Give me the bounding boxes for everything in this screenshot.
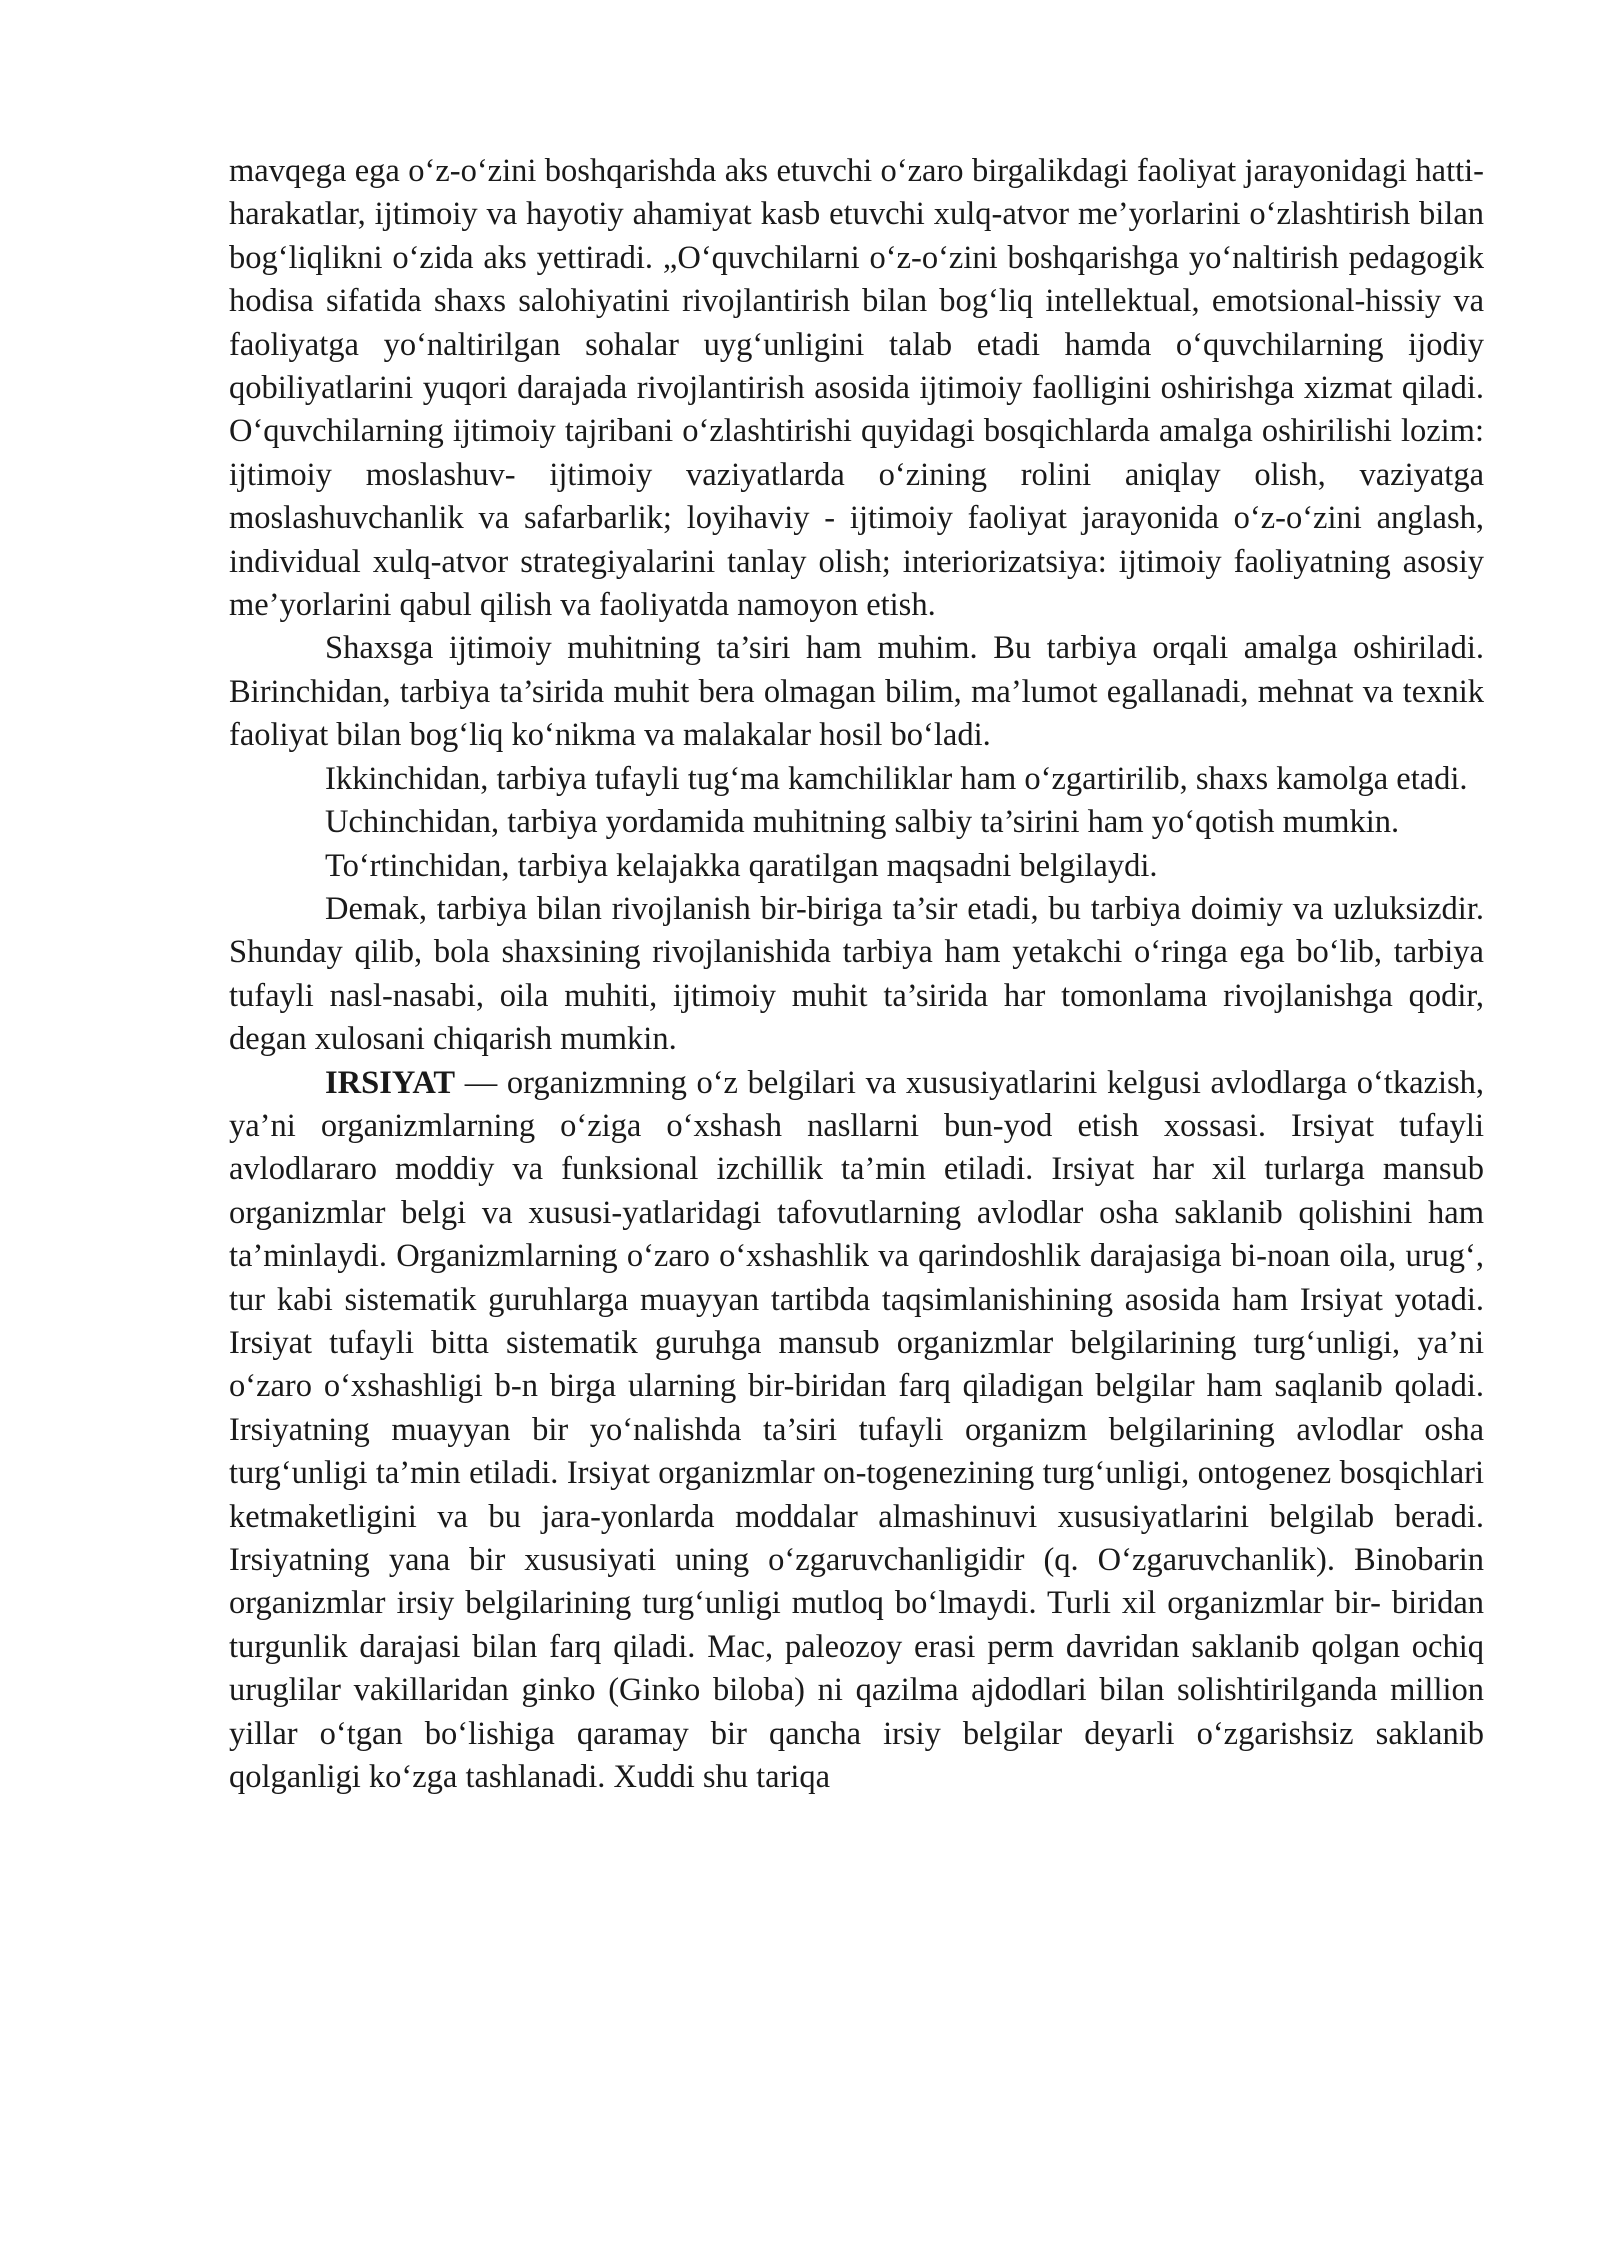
paragraph-continuation: mavqega ega o‘z-o‘zini boshqarishda aks etuvchi o‘zaro birgalikdagi faoliyat jarayonidagi hatti-harakatlar, ijtimoiy va hayotiy ahamiyat kasb etuvchi xulq-atvor me’yorlarini o‘zlashtirish bilan bog‘liqlikni o‘zida aks yettiradi. „O‘quvchilarni o‘z-o‘zini boshqarishga yo‘naltirish pedagogik hodisa sifatida shaxs salohiyatini rivojlantirish bilan bog‘liq intellektual, emotsional-hissiy va faoliyatga yo‘naltirilgan sohalar uyg‘unligini talab etadi hamda o‘quvchilarning ijodiy qobiliyatlarini yuqori darajada rivojlantirish asosida ijtimoiy faolligini oshirishga xizmat qiladi. O‘quvchilarning ijtimoiy tajribani o‘zlashtirishi quyidagi bosqichlarda amalga oshirilishi lozim: ijtimoiy moslashuv- ijtimoiy vaziyatlarda o‘zining rolini aniqlay olish, vaziyatga moslashuvchanlik va safarbarlik; loyihaviy - ijtimoiy faoliyat jarayonida o‘z-o‘zini anglash, individual xulq-atvor strategiyalarini tanlay olish; interiorizatsiya: ijtimoiy faoliyatning asosiy me’yorlarini qabul qilish va faoliyatda namoyon etish. (229, 153, 1484, 624)
document-page (229, 150, 1484, 1799)
paragraph-fourth-point: To‘rtinchidan, tarbiya kelajakka qaratilgan maqsadni belgilaydi. (325, 847, 1158, 884)
paragraph-social-environment: Shaxsga ijtimoiy muhitning ta’siri ham muhim. Bu tarbiya orqali amalga oshiriladi. Birinchidan, tarbiya ta’sirida muhit bera olmagan bilim, ma’lumot egallanadi, mehnat va texnik faoliyat bilan bog‘liq ko‘nikma va malakalar hosil bo‘ladi. (229, 630, 1484, 754)
paragraph-heredity-definition (229, 1062, 1484, 1800)
paragraph-second-point: Ikkinchidan, tarbiya tufayli tug‘ma kamchiliklar ham o‘zgartirilib, shaxs kamolga etadi. (325, 760, 1468, 797)
paragraph-conclusion: Demak, tarbiya bilan rivojlanish bir-biriga ta’sir etadi, bu tarbiya doimiy va uzluksizdir. Shunday qilib, bola shaxsining rivojlanishida tarbiya ham yetakchi o‘ringa ega bo‘lib, tarbiya tufayli nasl-nasabi, oila muhiti, ijtimoiy muhit ta’sirida har tomonlama rivojlanishga qodir, degan xulosani chiqarish mumkin. (229, 890, 1484, 1058)
term-heading: IRSIYAT (325, 1064, 456, 1101)
paragraph-third-point: Uchinchidan, tarbiya yordamida muhitning salbiy ta’sirini ham yo‘qotish mumkin. (325, 804, 1400, 841)
term-definition-text: — organizmning o‘z belgilari va xususiyatlarini kelgusi avlodlarga o‘tkazish, ya’ni organizmlarning o‘ziga o‘xshash nasllarni bun-yod etish xossasi. Irsiyat tufayli avlodlararo moddiy va funksional izchillik ta’min etiladi. Irsiyat har xil turlarga mansub organizmlar belgi va xususi-yatlaridagi tafovutlarning avlodlar osha saklanib qolishini ham ta’minlaydi. Organizmlarning o‘zaro o‘xshashlik va qarindoshlik darajasiga bi-noan oila, urug‘, tur kabi sistematik guruhlarga muayyan tartibda taqsimlanishining asosida ham Irsiyat yotadi. Irsiyat tufayli bitta sistematik guruhga mansub organizmlar belgilarining turg‘unligi, ya’ni o‘zaro o‘xshashligi b-n birga ularning bir-biridan farq qiladigan belgilar ham saqlanib qoladi. Irsiyatning muayyan bir yo‘nalishda ta’siri tufayli organizm belgilarining avlodlar osha turg‘unligi ta’min etiladi. Irsiyat organizmlar on-togenezining turg‘unligi, ontogenez bosqichlari ketmaketligini va bu jara-yonlarda moddalar almashinuvi xususiyatlarini belgilab beradi. Irsiyatning yana bir xususiyati uning o‘zgaruvchanligidir (q. O‘zgaruvchanlik). Binobarin organizmlar irsiy belgilarining turg‘unligi mutloq bo‘lmaydi. Turli xil organizmlar bir- biridan turgunlik darajasi bilan farq qiladi. Mac, paleozoy erasi perm davridan saklanib qolgan ochiq uruglilar vakillaridan ginko (Ginko biloba) ni qazilma ajdodlari bilan solishtirilganda million yillar o‘tgan bo‘lishiga qaramay bir qancha irsiy belgilar deyarli o‘zgarishsiz saklanib qolganligi ko‘zga tashlanadi. Xuddi shu tariqa (229, 1064, 1484, 1796)
